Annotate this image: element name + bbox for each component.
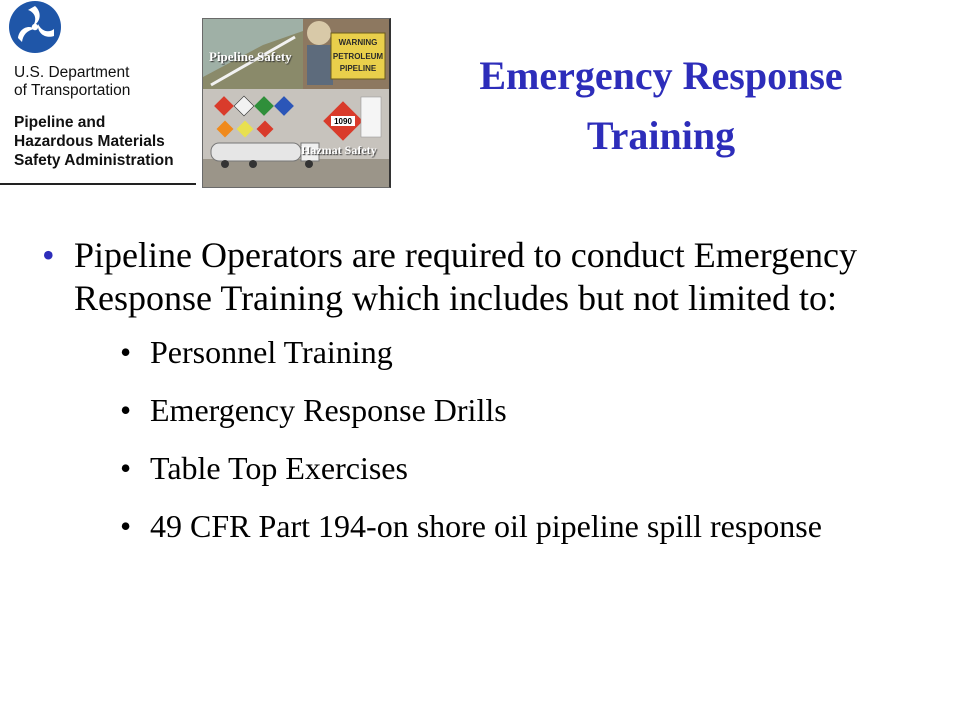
sub-bullet (120, 450, 922, 486)
safety-collage-image (202, 18, 391, 188)
sign-text-1: WARNING (338, 38, 378, 47)
collage-caption-hazmat: Hazmat Safety (301, 143, 377, 157)
main-bullet (42, 234, 922, 544)
main-bullet-text: Pipeline Operators are required to conduct Emergency Response Training which includes but not limited to: (74, 235, 858, 318)
sub-bullet (120, 508, 922, 544)
sub-bullet-icon: • (120, 334, 132, 370)
logo-divider (0, 183, 196, 185)
logo-dept-line-1: U.S. Department (14, 64, 130, 81)
collage-caption-pipeline: Pipeline Safety (209, 49, 292, 64)
sub-bullet-text: Table Top Exercises (150, 450, 408, 486)
sub-bullet-icon: • (120, 508, 132, 544)
logo-admin-line-2: Hazardous Materials (14, 133, 165, 150)
slide-title (398, 46, 924, 166)
collage-artwork (203, 19, 389, 187)
slide-title-line-1: Emergency Response (479, 53, 843, 98)
sub-bullet-text: Personnel Training (150, 334, 393, 370)
bullet-list (42, 234, 922, 566)
sub-bullet-icon: • (120, 450, 132, 486)
sign-text-2: PETROLEUM (332, 52, 384, 61)
sub-bullet (120, 334, 922, 370)
sub-bullet-text: Emergency Response Drills (150, 392, 507, 428)
dot-triskelion-seal-icon (8, 0, 62, 54)
sub-bullet-icon: • (120, 392, 132, 428)
bullet-icon: • (42, 235, 55, 275)
logo-admin-line-3: Safety Administration (14, 152, 174, 169)
logo-dept-line-2: of Transportation (14, 82, 131, 99)
sub-bullet (120, 392, 922, 428)
sub-bullet-list (74, 334, 922, 544)
slide-title-line-2: Training (586, 113, 736, 158)
dot-phmsa-logo (0, 0, 196, 186)
sign-text-3: PIPELINE (339, 64, 377, 73)
placard-number: 1090 (334, 117, 352, 126)
logo-admin-line-1: Pipeline and (14, 114, 106, 131)
sub-bullet-text: 49 CFR Part 194-on shore oil pipeline spill response (150, 508, 822, 544)
